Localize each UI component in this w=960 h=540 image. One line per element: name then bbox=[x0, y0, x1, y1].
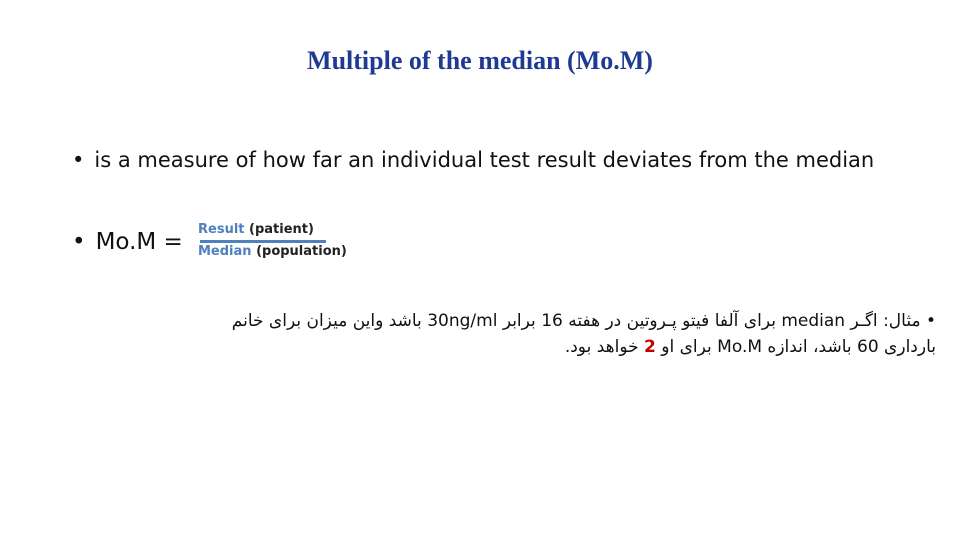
fraction-numerator bbox=[198, 222, 347, 238]
example-line-1: • مثال: اگـر median برای آلفا فیتو پـروتین در هفته 16 برابر 30ng/ml باشد واین میزان برای خانم bbox=[231, 311, 936, 331]
definition-text: is a measure of how far an individual test result deviates from the median bbox=[94, 148, 875, 172]
example-line-2 bbox=[96, 334, 936, 360]
fraction-bar bbox=[200, 240, 326, 243]
bullet-marker: • bbox=[72, 229, 86, 255]
bullet-formula bbox=[72, 229, 183, 255]
slide-title: Multiple of the median (Mo.M) bbox=[307, 46, 653, 75]
bullet-definition bbox=[72, 148, 874, 172]
numerator-qualifier: (patient) bbox=[244, 222, 314, 237]
denominator-keyword: Median bbox=[198, 244, 252, 259]
denominator-qualifier: (population) bbox=[251, 244, 347, 259]
formula-label: Mo.M = bbox=[95, 229, 183, 255]
fraction-denominator bbox=[198, 244, 347, 260]
example-paragraph bbox=[96, 308, 936, 360]
example-line-2-end: خواهد بود. bbox=[564, 337, 645, 357]
example-result-value: 2 bbox=[644, 337, 656, 357]
numerator-keyword: Result bbox=[198, 222, 245, 237]
example-line-2-start: بارداری 60 باشد، اندازه Mo.M برای او bbox=[655, 337, 936, 357]
bullet-marker: • bbox=[72, 148, 85, 172]
formula-fraction bbox=[198, 222, 347, 260]
